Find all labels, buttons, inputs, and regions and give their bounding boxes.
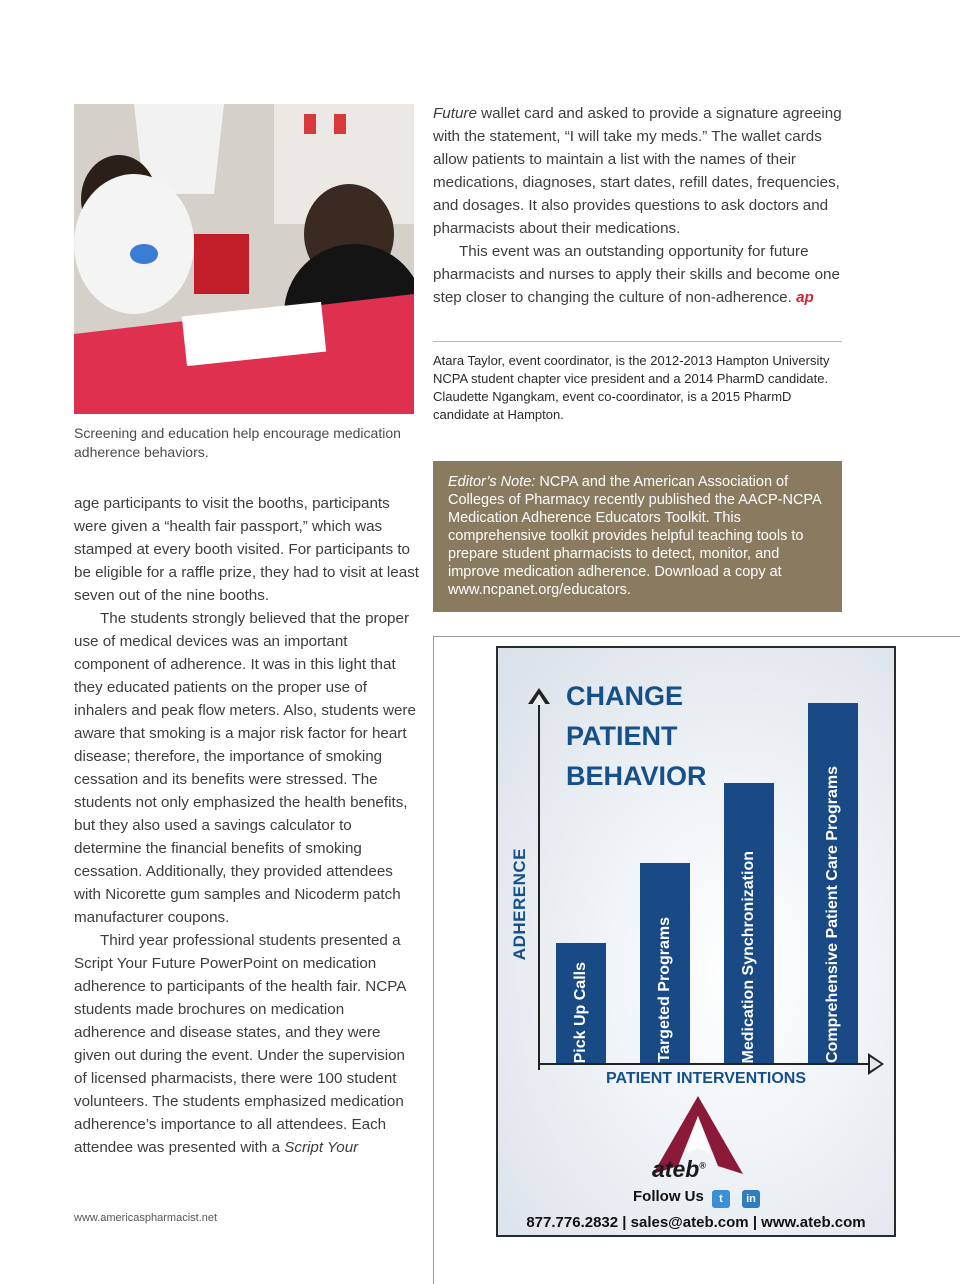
right-paragraph-1 <box>433 102 848 240</box>
author-bio <box>433 352 843 424</box>
editors-note-text: NCPA and the American Association of Colleges of Pharmacy recently published the AACP-NCPA Medication Adherence Educators Toolkit. This comprehensive toolkit provides helpful teaching tools to prepare student pharmacists to detect, monitor, and improve medication adherence. Download a copy at www.ncpanet.org/educators. <box>448 474 821 598</box>
italic-title: Future <box>433 105 477 122</box>
linkedin-icon[interactable]: in <box>742 1190 760 1208</box>
bar-label: Medication Synchronization <box>740 850 757 1063</box>
intervention-bar <box>556 943 606 1063</box>
footer-url[interactable]: www.americaspharmacist.net <box>74 1212 218 1224</box>
end-mark: ap <box>796 289 814 306</box>
ateb-advertisement[interactable] <box>496 646 896 1237</box>
paragraph-text: This event was an outstanding opportunity for future pharmacists and nurses to apply their skills and become one step closer to changing the culture of non-adherence. <box>433 243 840 306</box>
headline-line: BEHAVIOR <box>566 761 707 791</box>
bar-label: Targeted Programs <box>656 917 673 1063</box>
y-axis-arrow-cutout <box>532 694 546 705</box>
bio-paragraph-1: Atara Taylor, event coordinator, is the 2012-2013 Hampton University NCPA student chapter vice president and a 2014 PharmD candidate. <box>433 353 830 386</box>
italic-title: Script Your <box>284 1139 359 1156</box>
section-divider <box>433 341 842 342</box>
headline-line: CHANGE <box>566 681 684 711</box>
left-paragraph-1: age participants to visit the booths, participants were given a “health fair passport,” which was stamped at every booth visited. For participants to be eligible for a raffle prize, they had to visit at least seven out of the nine booths. <box>74 495 420 604</box>
y-axis-label: ADHERENCE <box>510 848 529 961</box>
photo-illustration <box>74 104 414 414</box>
bar-label: Comprehensive Patient Care Programs <box>824 766 841 1063</box>
left-paragraph-2: The students strongly believed that the proper use of medical devices was an important component of adherence. It was in this light that they educated patients on the proper use of inhalers and peak flow meters. Also, students were aware that smoking is a major risk factor for heart disease; therefore, the importance of smoking cessation and its benefits were stressed. The students not only emphasized the health benefits, but they also used a savings calculator to determine the financial benefits of smoking cessation. Additionally, they provided attendees with Nicorette gum samples and Nicoderm patch manufacturer coupons. <box>74 610 416 926</box>
ad-frame-horizontal <box>433 636 960 637</box>
bio-paragraph-2: Claudette Ngangkam, event co-coordinator, is a 2015 PharmD candidate at Hampton. <box>433 389 792 422</box>
intervention-bar <box>808 703 858 1063</box>
bar-label: Pick Up Calls <box>572 961 589 1063</box>
ad-headline <box>566 676 707 796</box>
ad-contact-line[interactable]: 877.776.2832 | sales@ateb.com | www.ateb.com <box>526 1214 866 1231</box>
ad-frame-vertical <box>433 636 434 1284</box>
right-column-text <box>433 102 848 309</box>
x-axis-label: PATIENT INTERVENTIONS <box>606 1070 807 1087</box>
paragraph-text: Third year professional students presented a Script Your Future PowerPoint on medication adherence to participants of the health fair. NCPA students made brochures on medication adherence and disease states, and they were given out during the event. Under the supervision of licensed pharmacists, there were 100 student volunteers. The students emphasized medication adherence’s importance to all attendees. Each attendee was presented with a <box>74 932 406 1156</box>
paragraph-text: wallet card and asked to provide a signature agreeing with the statement, “I will take my meds.” The wallet cards allow patients to maintain a list with the names of their medications, diagnoses, start dates, refill dates, frequencies, and dosages. It also provides questions to ask doctors and pharmacists about their medications. <box>433 105 842 237</box>
photo-caption: Screening and education help encourage medication adherence behaviors. <box>74 425 401 460</box>
x-axis-arrow-cutout <box>870 1057 881 1071</box>
twitter-icon[interactable]: t <box>712 1190 730 1208</box>
y-axis <box>538 700 540 1070</box>
left-paragraph-3 <box>74 929 419 1159</box>
editors-note-box <box>433 461 842 612</box>
intervention-bar <box>724 783 774 1063</box>
ateb-logo-text: ateb® <box>652 1156 706 1182</box>
health-fair-photo <box>74 104 414 414</box>
headline-line: PATIENT <box>566 721 678 751</box>
intervention-bar <box>640 863 690 1063</box>
follow-us-label: Follow Us <box>633 1188 704 1205</box>
left-column-text <box>74 492 419 1159</box>
right-paragraph-2 <box>433 240 848 309</box>
editors-note-label: Editor’s Note: <box>448 474 536 490</box>
